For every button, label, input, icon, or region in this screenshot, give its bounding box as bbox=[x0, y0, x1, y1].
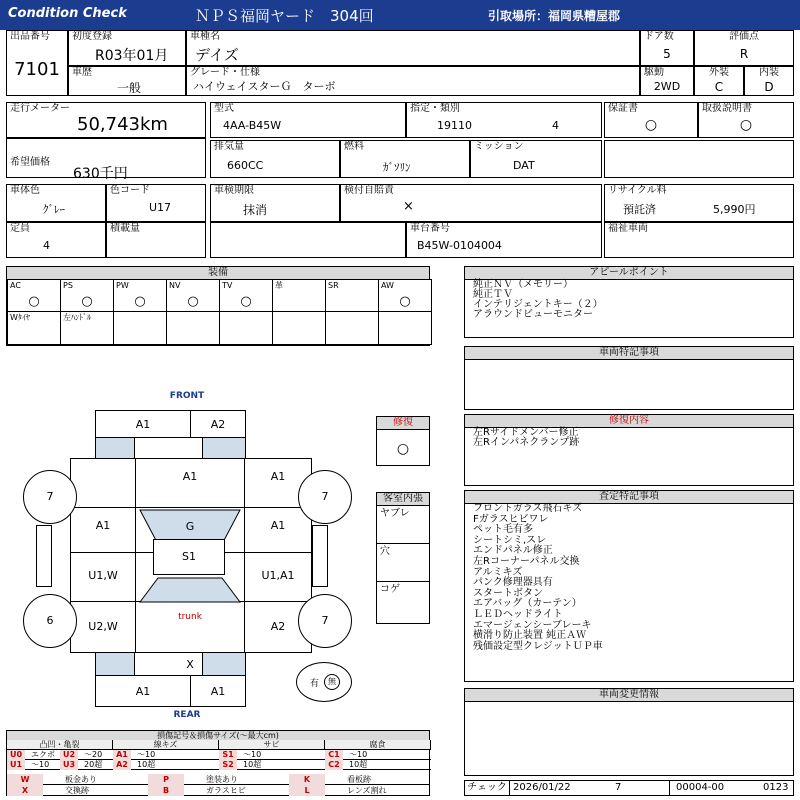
car-name: デイズ bbox=[195, 46, 239, 64]
equipment-cell bbox=[166, 311, 220, 345]
repair-detail-line: 左Rサイドメンバー修正 bbox=[473, 427, 579, 438]
inspect-note-line: アルミキズ bbox=[473, 566, 523, 578]
equipment-value: ○ bbox=[81, 294, 93, 309]
equipment-cell bbox=[272, 311, 326, 345]
check-label: チェック bbox=[465, 781, 510, 795]
legend-code: S1 bbox=[219, 750, 237, 760]
repair-title: 修復 bbox=[377, 417, 429, 430]
equipment-cell bbox=[113, 279, 167, 312]
inspect-note-line: スタートボタン bbox=[473, 587, 543, 599]
appeal-line: アラウンドビューモニター bbox=[473, 309, 593, 320]
blank-cell bbox=[604, 140, 794, 178]
legend-code: S2 bbox=[219, 760, 237, 770]
special-box bbox=[464, 346, 794, 410]
equipment-label: PS bbox=[63, 281, 73, 290]
equipment-cell bbox=[113, 311, 167, 345]
legend-cell bbox=[219, 750, 325, 760]
legend-mark-value: レンズ割れ bbox=[347, 786, 387, 795]
front-door-left: U1,W bbox=[70, 552, 136, 602]
legend-code: U1 bbox=[7, 760, 25, 770]
equipment-cell bbox=[7, 279, 61, 312]
repair-detail-box bbox=[464, 414, 794, 486]
legend-value: エクボ bbox=[31, 750, 55, 759]
hood: A1 bbox=[135, 458, 245, 508]
recycle-cell: リサイクル料 預託済 5,990円 bbox=[604, 184, 794, 222]
legend-mark-value: 看板跡 bbox=[347, 775, 371, 784]
manual-cell: 取扱説明書 ○ bbox=[698, 102, 794, 138]
spare-mark: 無 bbox=[324, 674, 340, 690]
wheel-rear-left: 6 bbox=[23, 594, 77, 648]
legend-code: C2 bbox=[325, 760, 343, 770]
equipment-cell bbox=[325, 311, 379, 345]
inspect-note-line: 横滑り防止装置 純正ＡＷ bbox=[473, 630, 587, 642]
capacity-cell: 定員 4 bbox=[6, 222, 106, 258]
legend-code: A2 bbox=[113, 760, 131, 770]
rear-panel: X bbox=[134, 652, 246, 676]
first-reg: R03年01月 bbox=[95, 48, 169, 64]
rear-window-shape bbox=[136, 576, 244, 616]
equipment-cell bbox=[219, 279, 273, 312]
grade-cell: グレード・仕様 ハイウェイスターＧ ターボ bbox=[186, 66, 640, 96]
legend-cell bbox=[7, 750, 60, 760]
header-bar bbox=[0, 0, 800, 30]
spec-number: 19110 bbox=[437, 119, 472, 132]
exterior-cell: 外装 C bbox=[694, 66, 744, 96]
blank-cell-2 bbox=[210, 222, 406, 258]
legend-group: 腐食 bbox=[325, 740, 431, 750]
change-info-title: 車両変更情報 bbox=[465, 689, 793, 702]
wheel-front-right: 7 bbox=[298, 470, 352, 524]
inspect-notes-box bbox=[464, 490, 794, 682]
headlight-right bbox=[202, 437, 246, 459]
equipment-cell bbox=[219, 311, 273, 345]
equipment-cell bbox=[378, 311, 432, 345]
rear-bumper-left: A1 bbox=[95, 675, 191, 707]
record-code: 00004-00 bbox=[669, 781, 724, 795]
legend-value: 10超 bbox=[137, 760, 156, 769]
legend-group: 凸凹・亀裂 bbox=[7, 740, 113, 750]
trunk-label: trunk bbox=[178, 612, 202, 622]
front-fender-right: A1 bbox=[244, 507, 312, 553]
equipment-label: TV bbox=[222, 281, 233, 290]
tail-light-right bbox=[202, 652, 246, 676]
rear-label: REAR bbox=[173, 710, 201, 720]
legend-cell bbox=[60, 750, 113, 760]
equipment-cell bbox=[166, 279, 220, 312]
legend-cell bbox=[113, 750, 219, 760]
brand-label: Condition Check bbox=[8, 6, 127, 21]
legend-code: U2 bbox=[60, 750, 78, 760]
trunk-frame bbox=[135, 601, 245, 653]
legend-mark bbox=[148, 774, 289, 785]
lot-number: 7101 bbox=[14, 59, 60, 80]
roof: S1 bbox=[153, 539, 225, 575]
legend-mark-value: ガラスヒビ bbox=[206, 786, 246, 795]
engine-cell: 排気量 660CC bbox=[210, 140, 340, 178]
color-code-cell: 色コード U17 bbox=[106, 184, 206, 222]
legend-mark-code: K bbox=[289, 774, 325, 785]
price: 630千円 bbox=[73, 166, 128, 182]
equipment-cell bbox=[60, 311, 114, 345]
legend-mark-code: P bbox=[148, 774, 184, 785]
model: 4AA-B45W bbox=[223, 119, 282, 132]
color: ｸﾞﾚｰ bbox=[43, 203, 65, 216]
legend-cell bbox=[325, 760, 431, 770]
load-cell: 積載量 bbox=[106, 222, 206, 258]
mileage: 50,743km bbox=[77, 114, 168, 135]
equipment-label: SR bbox=[328, 281, 339, 290]
drive-cell: 駆動 2WD bbox=[640, 66, 694, 96]
change-info-box bbox=[464, 688, 794, 776]
car-name-cell: 車種名 デイズ bbox=[186, 30, 640, 66]
equipment-cell bbox=[378, 279, 432, 312]
equipment-label: AC bbox=[10, 281, 21, 290]
appeal-line: インテリジェントキー（２） bbox=[473, 299, 603, 310]
inspect-note-line: Fガラスヒビワレ bbox=[473, 513, 549, 525]
legend-mark-code: W bbox=[7, 774, 43, 785]
inspection-cell: 車検期限 抹消 bbox=[210, 184, 340, 222]
fuel: ｶﾞｿﾘﾝ bbox=[383, 161, 411, 174]
pickup-location: 引取場所：福岡県糟屋郡 bbox=[488, 9, 621, 23]
legend-value: 10超 bbox=[243, 760, 262, 769]
legend-box bbox=[6, 730, 430, 796]
recycle-amount: 5,990円 bbox=[713, 203, 756, 216]
inspect-note-line: 残価設定型クレジットＵＰ車 bbox=[473, 640, 603, 652]
legend-value: 〜10 bbox=[243, 750, 262, 759]
capacity: 4 bbox=[43, 239, 50, 252]
equipment-value: ○ bbox=[240, 294, 252, 309]
mirror-left bbox=[36, 525, 52, 587]
legend-mark bbox=[7, 785, 148, 796]
mission: DAT bbox=[513, 159, 535, 172]
inspect-note-line: エマージェンシーブレーキ bbox=[473, 619, 592, 631]
inspect-note-line: エアバッグ（カーテン） bbox=[473, 598, 582, 610]
headlight-left bbox=[95, 437, 135, 459]
spare-label: 有 bbox=[310, 679, 320, 689]
equipment-value: ○ bbox=[28, 294, 40, 309]
tail-light-left bbox=[95, 652, 135, 676]
front-label: FRONT bbox=[169, 391, 205, 401]
front-bumper-left: A1 bbox=[95, 410, 191, 438]
cabin-box bbox=[376, 492, 430, 624]
appeal-line: 純正ＮＶ（メモリー） bbox=[473, 279, 573, 290]
legend-mark-code: L bbox=[289, 785, 325, 796]
equipment-label: NV bbox=[169, 281, 181, 290]
legend-mark-code: X bbox=[7, 785, 43, 796]
engine: 660CC bbox=[227, 159, 264, 172]
equipment-cell bbox=[60, 279, 114, 312]
score-cell: 評価点 R bbox=[694, 30, 794, 66]
legend-cell bbox=[7, 760, 60, 770]
exterior: C bbox=[714, 80, 724, 94]
inspection: 抹消 bbox=[243, 203, 268, 217]
doors-cell: ドア数 5 bbox=[640, 30, 694, 66]
cabin-row-burn: コゲ bbox=[380, 584, 400, 595]
wheel-front-left: 7 bbox=[23, 470, 77, 524]
color-code: U17 bbox=[149, 201, 172, 214]
legend-group: 線キズ bbox=[113, 740, 219, 750]
appeal-line: 純正ＴＶ bbox=[473, 289, 513, 300]
warranty: ○ bbox=[644, 117, 658, 133]
inspect-note-line: 左Rコーナーパネル交換 bbox=[473, 556, 580, 567]
drive: 2WD bbox=[653, 80, 681, 93]
windshield-code: G bbox=[185, 520, 195, 533]
legend-value: 〜10 bbox=[137, 750, 156, 759]
cabin-row-hole: 穴 bbox=[380, 546, 390, 557]
welfare-cell: 福祉車両 bbox=[604, 222, 794, 258]
check-number: 7 bbox=[615, 782, 622, 793]
mission-cell: ミッション DAT bbox=[470, 140, 602, 178]
legend-cell bbox=[60, 760, 113, 770]
history: 一般 bbox=[117, 81, 142, 95]
score: R bbox=[739, 47, 749, 61]
legend-cell bbox=[113, 760, 219, 770]
appeal-title: アピールポイント bbox=[465, 267, 793, 280]
equipment-value: ○ bbox=[187, 294, 199, 309]
front-bumper-right: A2 bbox=[190, 410, 246, 438]
check-date: 2026/01/22 bbox=[513, 782, 571, 793]
legend-mark bbox=[289, 774, 430, 785]
insurance: × bbox=[403, 199, 414, 214]
inspect-note-line: ＬＥＤヘッドライト bbox=[473, 609, 563, 620]
interior: D bbox=[764, 80, 774, 94]
cabin-title: 客室内張 bbox=[377, 493, 429, 506]
inspect-note-line: フロントガラス飛石キズ bbox=[473, 503, 583, 514]
legend-mark bbox=[7, 774, 148, 785]
grade: ハイウェイスターＧ ターボ bbox=[193, 80, 336, 93]
legend-value: 20超 bbox=[84, 760, 103, 769]
rear-bumper-right: A1 bbox=[190, 675, 246, 707]
auction-title: ＮＰＳ福岡ヤード 304回 bbox=[195, 7, 374, 25]
insurance-cell: 検付自賠責 × bbox=[340, 184, 602, 222]
front-fender-upper-right: A1 bbox=[244, 458, 312, 508]
manual: ○ bbox=[739, 117, 753, 133]
chassis-cell: 車台番号 B45W-0104004 bbox=[406, 222, 602, 258]
chassis: B45W-0104004 bbox=[417, 239, 502, 252]
spare-tire bbox=[296, 662, 352, 702]
inspect-note-line: シートシミ,スレ bbox=[473, 534, 547, 546]
inspect-note-line: パンク修理器具有 bbox=[473, 577, 553, 589]
repair-detail-title: 修復内容 bbox=[465, 415, 793, 428]
equipment-cell bbox=[272, 279, 326, 312]
equipment-grid bbox=[7, 279, 429, 345]
spec-cell: 指定・類別 19110 4 bbox=[406, 102, 602, 138]
equipment-label: PW bbox=[116, 281, 129, 290]
repair-detail-line: 左Rインパネクランプ跡 bbox=[473, 437, 580, 448]
price-cell: 希望価格 630千円 bbox=[6, 138, 206, 178]
warranty-cell: 保証書 ○ bbox=[604, 102, 698, 138]
lot-cell: 出品番号 7101 bbox=[6, 30, 68, 96]
rear-door-right: A2 bbox=[244, 601, 312, 653]
legend-mark-code: B bbox=[148, 785, 184, 796]
model-cell: 型式 4AA-B45W bbox=[210, 102, 406, 138]
legend-code: U0 bbox=[7, 750, 25, 760]
legend-group: サビ bbox=[219, 740, 325, 750]
legend-code: U3 bbox=[60, 760, 78, 770]
equipment-label: AW bbox=[381, 281, 394, 290]
wheel-rear-right: 7 bbox=[298, 594, 352, 648]
doors: 5 bbox=[663, 47, 671, 61]
equipment-value: ○ bbox=[134, 294, 146, 309]
inspect-note-line: エンドパネル修正 bbox=[473, 545, 553, 557]
legend-mark-value: 板金あり bbox=[65, 775, 97, 784]
footer-bar bbox=[464, 780, 794, 796]
first-reg-cell: 初度登録 R03年01月 bbox=[68, 30, 186, 66]
legend-value: 〜20 bbox=[84, 750, 103, 759]
equipment-cell bbox=[7, 311, 61, 345]
equipment-value: ○ bbox=[399, 294, 411, 309]
class-number: 4 bbox=[552, 119, 559, 132]
legend-value: 〜10 bbox=[349, 750, 368, 759]
legend-code: A1 bbox=[113, 750, 131, 760]
color-cell: 車体色 ｸﾞﾚｰ bbox=[6, 184, 106, 222]
equipment-label: 左ﾊﾝﾄﾞﾙ bbox=[63, 313, 91, 322]
legend-title: 損傷記号＆損傷サイズ(〜最大cm) bbox=[7, 731, 429, 741]
front-fender-upper-left bbox=[70, 458, 136, 508]
cabin-row-tear: ヤブレ bbox=[380, 508, 410, 519]
equipment-label: Wﾀｲﾔ bbox=[10, 313, 30, 322]
interior-cell: 内装 D bbox=[744, 66, 794, 96]
fuel-cell: 燃料 ｶﾞｿﾘﾝ bbox=[340, 140, 470, 178]
rear-door-left: U2,W bbox=[70, 601, 136, 653]
equipment-box bbox=[6, 266, 430, 346]
repair-value: ○ bbox=[396, 441, 410, 457]
legend-mark bbox=[148, 785, 289, 796]
mirror-right bbox=[312, 525, 328, 587]
equipment-title: 装備 bbox=[7, 267, 429, 280]
legend-value: 〜10 bbox=[31, 760, 50, 769]
equipment-label: 革 bbox=[275, 281, 283, 290]
legend-mark-value: 交換跡 bbox=[65, 786, 89, 795]
front-door-right: U1,A1 bbox=[244, 552, 312, 602]
mileage-cell: 走行メーター 50,743km bbox=[6, 102, 206, 138]
legend-cell bbox=[219, 760, 325, 770]
repair-box bbox=[376, 416, 430, 466]
equipment-cell bbox=[325, 279, 379, 312]
legend-cell bbox=[325, 750, 431, 760]
inspect-note-line: ペット毛有多 bbox=[473, 524, 533, 536]
legend-mark bbox=[289, 785, 430, 796]
legend-code: C1 bbox=[325, 750, 343, 760]
legend-value: 10超 bbox=[349, 760, 368, 769]
special-title: 車両特記事項 bbox=[465, 347, 793, 360]
record-page: 0123 bbox=[763, 782, 789, 793]
front-fender-left: A1 bbox=[70, 507, 136, 553]
history-cell: 車歴 一般 bbox=[68, 66, 186, 96]
appeal-box bbox=[464, 266, 794, 338]
legend-mark-value: 塗装あり bbox=[206, 775, 238, 784]
recycle-status: 預託済 bbox=[623, 203, 656, 216]
inspect-notes-title: 査定特記事項 bbox=[465, 491, 793, 504]
